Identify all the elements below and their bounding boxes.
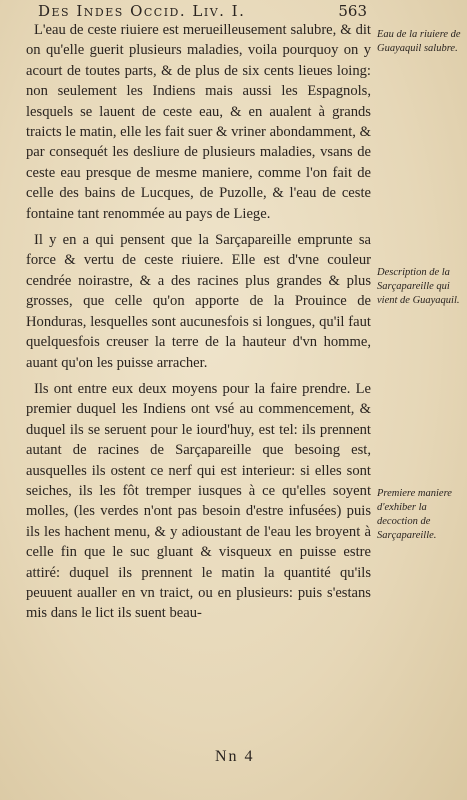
signature-mark: Nn 4 <box>215 748 255 765</box>
margin-note-river: Eau de la riuiere de Guayaquil salubre. <box>377 29 461 54</box>
paragraph-sarsaparilla-description: Il y en a qui pensent que la Sarçapareille emprunte sa force & vertu de ceste riuiere. Elle est d'vne couleur cendrée noirastre, & a des racines plus grandes & plus grosses, que celle qu'on apporte de la Prouince de Honduras, lesquelles sont aucunesfois si longues, qu'il faut quelquesfois creuser la terre de la hauteur d'vn homme, auant qu'on les puisse arracher. <box>26 232 371 371</box>
running-title: Des Indes Occid. Liv. I. <box>38 2 246 20</box>
page-number: 563 <box>338 2 367 20</box>
margin-note-description: Description de la Sarçapareille qui vient de Guayaquil. <box>377 267 460 306</box>
paragraph-first-method: Ils ont entre eux deux moyens pour la faire prendre. Le premier duquel les Indiens ont vsé au commencement, & duquel ils se seruent pour le iourd'huy, est tel: ils prennent autant de racines de Sarçapareille que besoing est, ausquelles ils ostent ce nerf qui est interieur: si elles sont seiches, ils les fôt tremper iusques à ce qu'elles soyent molles, (les verdes n'ont pas besoin d'estre infusées) puis ils les hachent menu, & y adioustant de l'eau les broyent à celle fin que le suc gluant & visqueux en puisse estre attiré: duquel ils prennent le matin la quantité qu'ils peuuent aualler en vn traict, ou en plusieurs: puis s'estans mis dans le lict ils suent beau- <box>26 380 371 622</box>
body-text <box>26 20 371 630</box>
margin-note-first-method: Premiere maniere d'exhiber la decoction de Sarçapareille. <box>377 488 452 541</box>
paragraph-river-water: L'eau de ceste riuiere est merueilleusement salubre, & dit on qu'elle guerit plusieurs maladies, voila pourquoy on y acourt de toutes parts, & de plus de six cents lieues loing: non seulement les Indiens mais aussi les Espagnols, lesquels se lauent de ceste eau, & en aualent à grands traicts le matin, elle les fait suer & vriner abondamment, & par consequét les desliure de plusieurs maladies, vsans de ceste eau presque de mesme maniere, comme l'on fait de celle des bains de Lucques, de Puzolle, & l'eau de ceste fontaine tant renommée au pays de Liege. <box>26 22 371 222</box>
